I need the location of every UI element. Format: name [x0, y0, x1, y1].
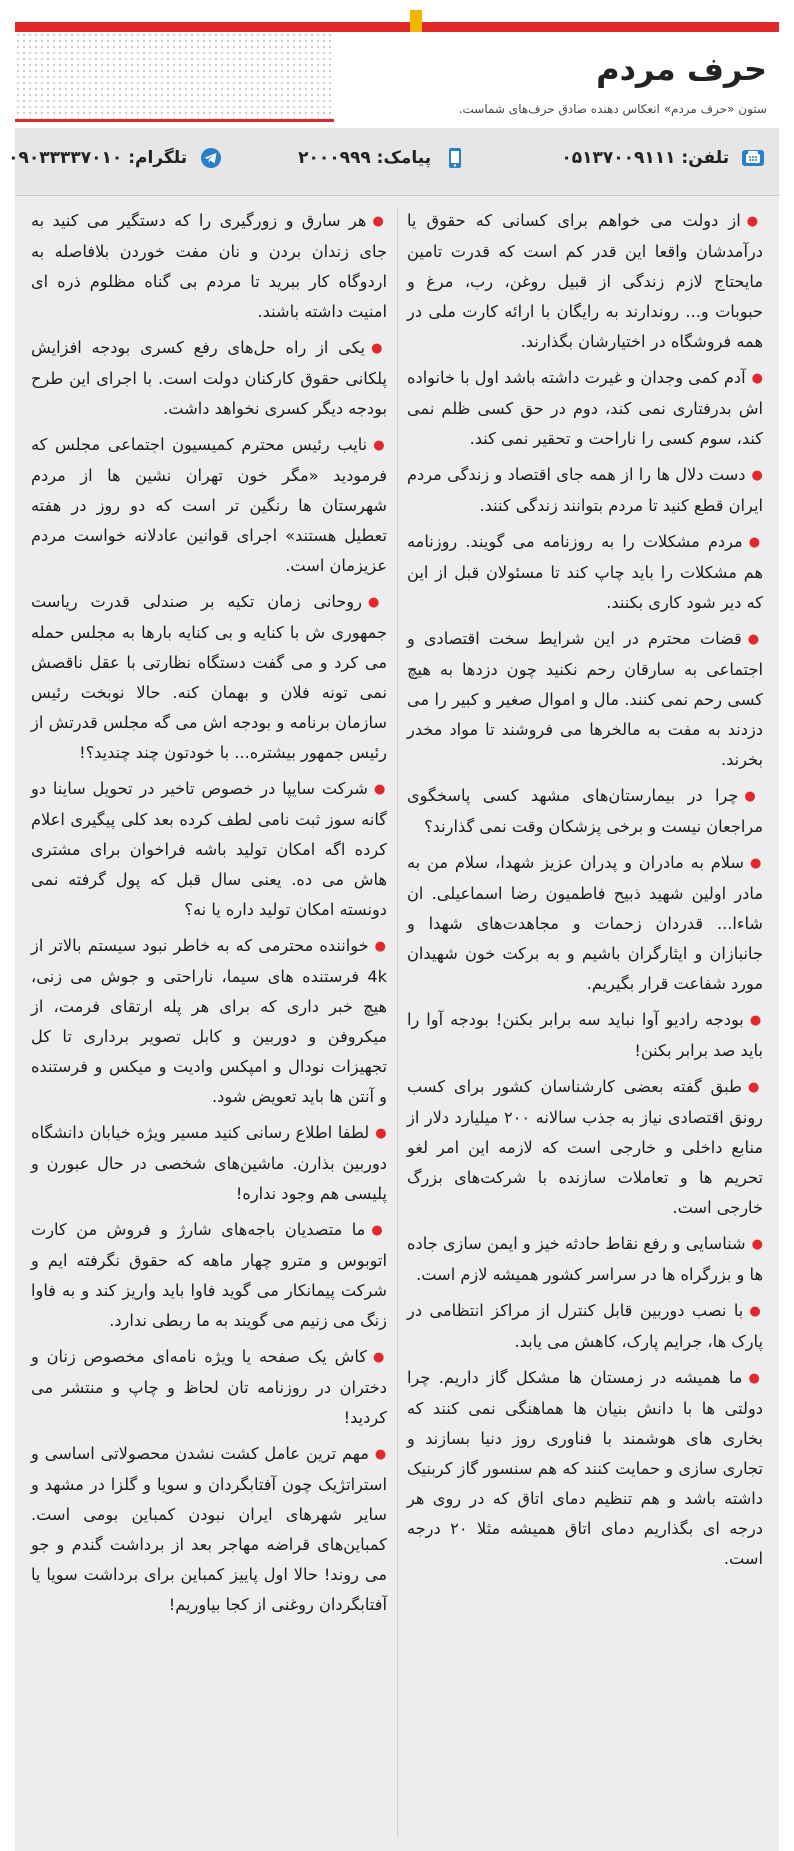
message-item: ●قضات محترم در این شرایط سخت اقتصادی و اجتماعی به سارقان رحم نکنید چون دزدها به هیچ کسی رحم نمی کنند. مال و اموال صغیر و کبیر را می دزدند به مفت به مالخرها می فروشند تا مواد مخدر بخرند. [407, 629, 763, 769]
messages-area [15, 196, 779, 1851]
message-item: ●از دولت می خواهم برای کسانی که حقوق یا درآمدشان واقعا این قدر کم است که قدرت تامین مایحتاج لازم زندگی از قبیل روغن، رب، مرغ و حبوبات و... روندارند به رایگان با ارائه کارت ملی در همه فروشگاه در اختیارشان بگذارند. [407, 211, 764, 351]
bullet-icon: ● [367, 595, 387, 610]
page-subtitle: ستون «حرف مردم» انعکاس دهنده صادق حرف‌های شماست. [458, 102, 767, 116]
sms-number[interactable]: ۲۰۰۰۹۹۹ [298, 148, 371, 168]
contact-sms [298, 148, 467, 168]
bullet-icon: ● [375, 1126, 387, 1141]
bullet-icon: ● [751, 371, 764, 386]
bullet-icon: ● [747, 632, 763, 647]
message-item: ●مردم مشکلات را به روزنامه می گویند. روزنامه هم مشکلات را باید چاپ کند تا مسئولان قبل از این که دیر شود کاری بکنند. [407, 532, 763, 612]
message-item: ●آدم کمی وجدان و غیرت داشته باشد اول با خانواده اش بدرفتاری نمی کند، دوم در حق کسی ظلم نمی کند، سوم کسی را ناراحت و تحقیر نمی کند. [407, 368, 764, 448]
bullet-icon: ● [749, 856, 763, 871]
contact-bar [8, 128, 779, 196]
telegram-number[interactable]: ۰۹۰۳۳۳۳۷۰۱۰ [8, 148, 123, 168]
contact-telegram [8, 148, 223, 168]
top-red-bar [15, 22, 779, 32]
message-item: ●یکی از راه حل‌های رفع کسری بودجه افزایش پلکانی حقوق کارکنان دولت است. با اجرای این طرح بودجه دیگر کسری نخواهد داشت. [31, 338, 387, 418]
message-item: ●طبق گفته بعضی کارشناسان کشور برای کسب رونق اقتصادی نیاز به جذب سالانه ۲۰۰ میلیارد دلار از منابع داخلی و خارجی است که لازمه این امر لغو تحریم ها و تعاملات سازنده با شرکت‌های بزرگ خارجی است. [407, 1077, 764, 1217]
bullet-icon: ● [751, 468, 764, 483]
column-header [15, 32, 779, 122]
title-box [334, 32, 779, 122]
column-divider [397, 208, 398, 1838]
telegram-icon [199, 148, 223, 168]
bullet-icon: ● [371, 341, 387, 356]
message-item: ●کاش یک صفحه یا ویژه نامه‌ای مخصوص زنان و دختران در روزنامه تان لحاظ و چاپ و منتشر می کردید! [31, 1347, 388, 1427]
message-item: ●دست دلال ها را از همه جای اقتصاد و زندگی مردم ایران قطع کنید تا مردم بتوانند زندگی کنند. [407, 465, 764, 515]
right-column [407, 206, 763, 1580]
bullet-icon: ● [746, 214, 764, 229]
message-item: ●مهم ترین عامل کشت نشدن محصولاتی اساسی و استراتژیک چون آفتابگردان و سویا و گلزا در مشهد و سایر شهرهای ایران نبودن کمباین بومی است. کمباین‌های قراضه مهاجر بعد از برداشت گندم و جو می روند! حالا اول پاییز کمباین برای برداشت سویا یا آفتابگردان روغنی از کجا بیاوریم! [31, 1444, 388, 1614]
mobile-icon [443, 148, 467, 168]
bullet-icon: ● [372, 214, 388, 229]
message-item: ●ما متصدیان باجه‌های شارژ و فروش من کارت اتوبوس و مترو چهار ماهه که حقوق نگرفته ایم و شرکت پیمانکار می گوید فاوا باید واریز کند و به فاوا زنگ می زنیم می گویند به ما ربطی ندارد. [31, 1220, 387, 1330]
message-item: ●روحانی زمان تکیه بر صندلی قدرت ریاست جمهوری ش با کنایه و بی کنایه بارها به مجلس حمله می کرد و می گفت دستگاه نظارتی با عقل ناقصش نمی تونه فلان و بهمان کنه. حالا نوبخت رئیس سازمان برنامه و بودجه اش می گه مجلس قدرتش از رئیس جمهور بیشتره... با خودتون چند چندید؟! [31, 592, 387, 762]
bullet-icon: ● [744, 789, 764, 804]
message-item: ●هر سارق و زورگیری را که دستگیر می کنید به جای زندان بردن و نان مفت خوردن بلافاصله به اردوگاه کار ببرید تا مردم بی گناه مظلوم ذره ای امنیت داشته باشند. [31, 211, 388, 321]
sms-label: پیامک: [376, 148, 432, 168]
bullet-icon: ● [748, 1371, 764, 1386]
bullet-icon: ● [747, 1080, 763, 1095]
bullet-icon: ● [373, 438, 387, 453]
bullet-icon: ● [748, 535, 763, 550]
message-item: ●شناسایی و رفع نقاط حادثه خیز و ایمن سازی جاده ها و بزرگراه ها در سراسر کشور همیشه لازم است. [407, 1234, 763, 1284]
message-item: ●با نصب دوربین قابل کنترل از مراکز انتظامی در پارک ها، جرایم پارک، کاهش می یابد. [407, 1301, 764, 1351]
phone-icon [741, 148, 765, 168]
bullet-icon: ● [749, 1304, 764, 1319]
bullet-icon: ● [373, 1350, 388, 1365]
message-item: ●لطفا اطلاع رسانی کنید مسیر ویژه خیابان دانشگاه دوربین بذارن. ماشین‌های شخصی در حال عبورن و پلیسی هم وجود نداره! [31, 1123, 387, 1203]
bullet-icon: ● [749, 1013, 763, 1028]
bullet-icon: ● [373, 782, 388, 797]
top-gold-accent [410, 10, 422, 32]
message-item: ●ما همیشه در زمستان ها مشکل گاز داریم. چرا دولتی ها با دانش بنیان ها هماهنگی نمی کنند که بخاری های هوشمند با فناوری روز دنیا بسازند و تجاری سازی و حمایت کنند که هم سنسور گاز کربنیک داشته باشد و هم تنظیم دمای اتاق که در روی هر درجه ای بگذاریم دمای اتاق همیشه مثلا ۲۰ درجه است. [407, 1368, 764, 1568]
message-item: ●خواننده محترمی که به خاطر نبود سیستم بالاتر از 4k فرستنده های سیما، ناراحتی و جوش می زنی، هیچ خبر داری که برای هر پله ارتقای فرمت، از میکروفن و دوربین و کابل تصویر برداری تا کل تجهیزات نودال و امپکس وادیت و میکس و فرستنده و آنتن ها باید تعویض شود. [31, 936, 388, 1106]
bullet-icon: ● [751, 1237, 763, 1252]
page-title: حرف مردم [596, 50, 767, 88]
phone-number[interactable]: ۰۵۱۳۷۰۰۹۱۱۱ [561, 148, 676, 168]
message-item: ●بودجه رادیو آوا نباید سه برابر بکنن! بودجه آوا را باید صد برابر بکنن! [407, 1010, 763, 1060]
contact-phone [561, 148, 765, 168]
message-item: ●چرا در بیمارستان‌های مشهد کسی پاسخگوی مراجعان نیست و برخی پزشکان وقت نمی گذارند؟ [407, 786, 764, 836]
message-item: ●نایب رئیس محترم کمیسیون اجتماعی مجلس که فرمودید «مگر خون تهران نشین ها از مردم شهرستان ها رنگین تر است که دو روز در هفته تعطیل هستند» اجرای قوانین عادلانه خواست مردم عزیزمان است. [31, 435, 387, 575]
bullet-icon: ● [374, 939, 388, 954]
bullet-icon: ● [374, 1447, 388, 1462]
phone-label: تلفن: [681, 148, 730, 168]
telegram-label: تلگرام: [128, 148, 188, 168]
left-column [31, 206, 387, 1626]
bullet-icon: ● [371, 1223, 387, 1238]
message-item: ●سلام به مادران و پدران عزیز شهدا، سلام من به مادر اولین شهید ذبیح فاطمیون رضا اسماعیلی. ان شاءا... قدردان زحمات و مجاهدت‌های شهدا و جانبازان و ایثارگران باشیم و به برکت خون شهیدان مورد شفاعت قرار بگیریم. [407, 853, 763, 993]
message-item: ●شرکت سایپا در خصوص تاخیر در تحویل ساینا دو گانه سوز ثبت نامی لطف کرده بعد کلی پیگیری اعلام کرده اگه امکان تولید باشه فراخوان برای مشتری هاش می ده. یعنی سال قبل که پول گرفته نمی دونسته امکان تولید داره یا نه؟ [31, 779, 388, 919]
